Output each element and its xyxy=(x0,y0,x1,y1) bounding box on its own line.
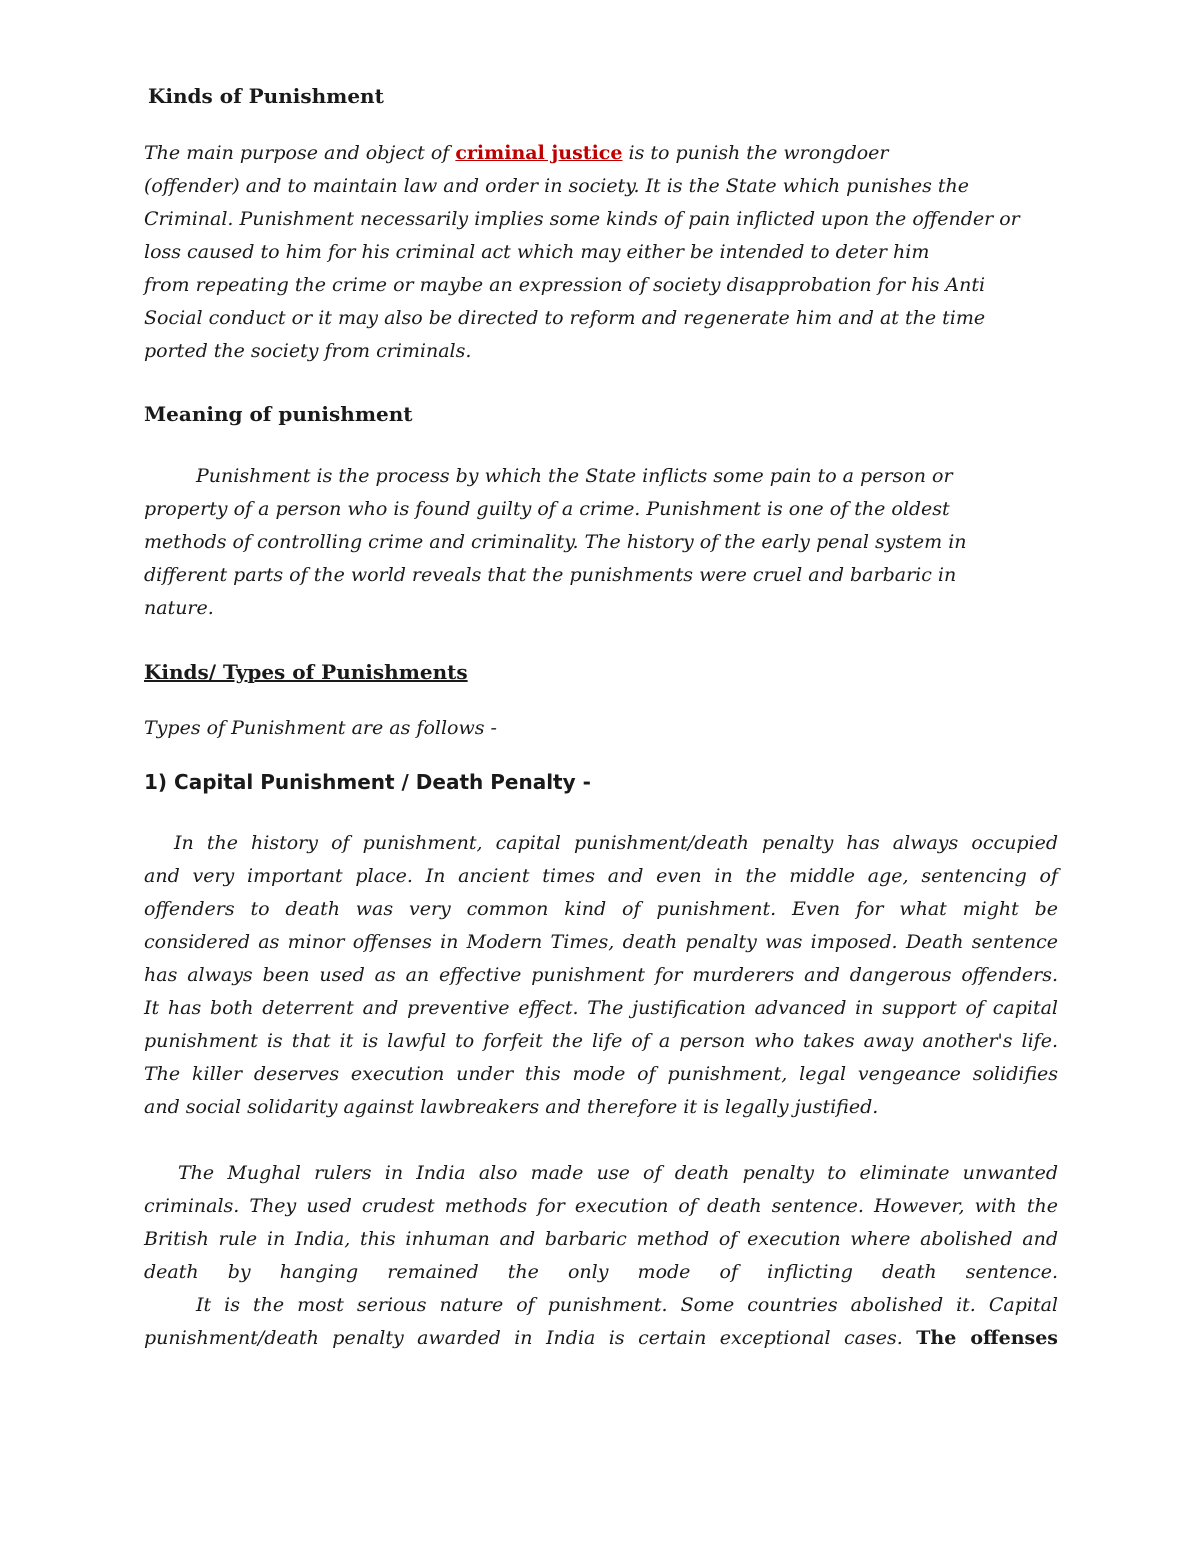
capital-paragraph xyxy=(144,827,1058,1124)
capital-line: offenders to death was very common kind of punishment. Even for what might be xyxy=(144,898,1058,920)
intro-line: ported the society from criminals. xyxy=(144,340,472,362)
capital-line: and social solidarity against lawbreakers and therefore it is legally justified. xyxy=(144,1096,879,1118)
mughal-line: The Mughal rulers in India also made use of death penalty to eliminate unwanted xyxy=(178,1162,1058,1184)
mughal-paragraph xyxy=(144,1157,1058,1355)
mughal-line: death by hanging remained the only mode of inflicting death sentence. xyxy=(144,1261,1058,1283)
document-title: Kinds of Punishment xyxy=(148,84,384,108)
intro-line: from repeating the crime or maybe an expression of society disapprobation for his Anti xyxy=(144,274,986,296)
offenses-bold-text: The offenses xyxy=(916,1327,1058,1349)
types-intro-line: Types of Punishment are as follows - xyxy=(144,717,497,739)
meaning-line: property of a person who is found guilty of a crime. Punishment is one of the oldest xyxy=(144,498,950,520)
intro-paragraph xyxy=(144,137,1058,368)
capital-line: considered as minor offenses in Modern Times, death penalty was imposed. Death sentence xyxy=(144,931,1058,953)
meaning-heading: Meaning of punishment xyxy=(144,402,413,426)
capital-line: It has both deterrent and preventive effect. The justification advanced in support of capital xyxy=(144,997,1058,1019)
meaning-line: different parts of the world reveals that the punishments were cruel and barbaric in xyxy=(144,564,957,586)
mughal-line-final: punishment/death penalty awarded in India is certain exceptional cases. The offenses xyxy=(144,1327,1058,1349)
capital-line: punishment is that it is lawful to forfeit the life of a person who takes away another's life. xyxy=(144,1030,1058,1052)
meaning-line: Punishment is the process by which the State inflicts some pain to a person or xyxy=(196,465,953,487)
capital-line: has always been used as an effective punishment for murderers and dangerous offenders. xyxy=(144,964,1058,986)
capital-line: In the history of punishment, capital punishment/death penalty has always occupied xyxy=(174,832,1058,854)
capital-line: The killer deserves execution under this mode of punishment, legal vengeance solidifies xyxy=(144,1063,1058,1085)
capital-punishment-heading: 1) Capital Punishment / Death Penalty - xyxy=(144,770,591,794)
mughal-line: It is the most serious nature of punishment. Some countries abolished it. Capital xyxy=(196,1294,1058,1316)
criminal-justice-link[interactable]: criminal justice xyxy=(455,142,623,164)
meaning-paragraph xyxy=(144,460,1058,625)
meaning-line: methods of controlling crime and criminality. The history of the early penal system in xyxy=(144,531,967,553)
capital-line: and very important place. In ancient times and even in the middle age, sentencing of xyxy=(144,865,1058,887)
kinds-heading: Kinds/ Types of Punishments xyxy=(144,660,468,684)
intro-line: loss caused to him for his criminal act which may either be intended to deter him xyxy=(144,241,930,263)
mughal-line: British rule in India, this inhuman and barbaric method of execution where abolished and xyxy=(144,1228,1058,1250)
intro-line: Social conduct or it may also be directed to reform and regenerate him and at the time xyxy=(144,307,986,329)
types-intro xyxy=(144,712,1058,745)
mughal-line: criminals. They used crudest methods for execution of death sentence. However, with the xyxy=(144,1195,1058,1217)
intro-line: (offender) and to maintain law and order in society. It is the State which punishes the xyxy=(144,175,969,197)
intro-line: Criminal. Punishment necessarily implies some kinds of pain inflicted upon the offender or xyxy=(144,208,1020,230)
meaning-line: nature. xyxy=(144,597,214,619)
intro-line-1: The main purpose and object of criminal justice is to punish the wrongdoer xyxy=(144,142,889,164)
